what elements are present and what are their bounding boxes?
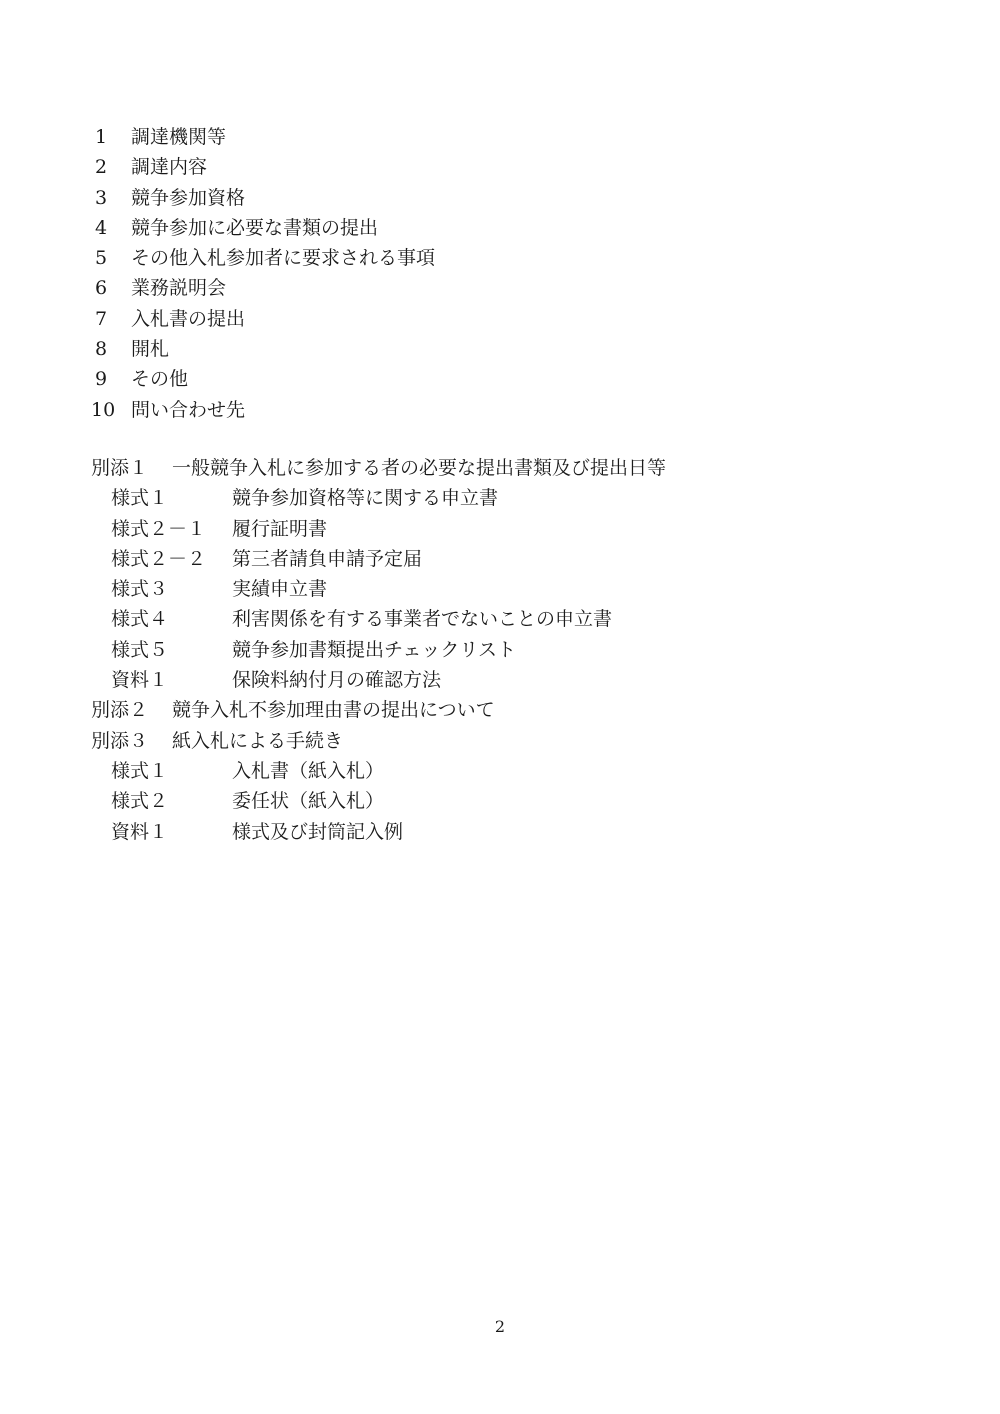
toc-item-number: 7 bbox=[95, 307, 108, 330]
annex-list bbox=[91, 453, 666, 847]
toc-item-title: 開札 bbox=[131, 338, 170, 361]
toc-item-number: 2 bbox=[95, 156, 108, 179]
annex-form-item bbox=[91, 786, 666, 816]
toc-item bbox=[91, 334, 435, 364]
form-title: 競争参加書類提出チェックリスト bbox=[232, 638, 517, 661]
toc-item-title: 競争参加資格 bbox=[131, 186, 246, 209]
form-title: 入札書（紙入札） bbox=[232, 759, 385, 782]
annex-form-item bbox=[91, 635, 666, 665]
toc-item bbox=[91, 304, 435, 334]
toc-item-title: 問い合わせ先 bbox=[131, 398, 246, 421]
annex-heading bbox=[91, 695, 666, 725]
form-title: 実績申立書 bbox=[232, 578, 328, 601]
toc-item bbox=[91, 395, 435, 425]
annex-label: 別添２ bbox=[91, 699, 149, 722]
annex-form-item bbox=[91, 604, 666, 634]
form-label: 様式３ bbox=[111, 578, 169, 601]
form-title: 様式及び封筒記入例 bbox=[232, 820, 404, 843]
page-number: 2 bbox=[494, 1317, 506, 1336]
annex-heading bbox=[91, 453, 666, 483]
form-label: 様式２－１ bbox=[111, 517, 207, 540]
form-label: 様式２ bbox=[111, 790, 169, 813]
toc-item bbox=[91, 273, 435, 303]
toc-item-title: その他 bbox=[131, 368, 189, 391]
annex-form-item bbox=[91, 544, 666, 574]
annex-title: 紙入札による手続き bbox=[172, 729, 344, 752]
toc-item bbox=[91, 122, 435, 152]
toc-item-title: 競争参加に必要な書類の提出 bbox=[131, 216, 379, 239]
annex-label: 別添１ bbox=[91, 457, 149, 479]
form-label: 様式４ bbox=[111, 608, 169, 631]
toc-item-number: 10 bbox=[91, 398, 116, 421]
form-label: 様式５ bbox=[111, 638, 169, 661]
toc-item bbox=[91, 243, 435, 273]
annex-form-item bbox=[91, 574, 666, 604]
form-title: 競争参加資格等に関する申立書 bbox=[232, 487, 499, 510]
annex-label: 別添３ bbox=[91, 729, 149, 752]
annex-form-item bbox=[91, 665, 666, 695]
toc-item-title: 調達内容 bbox=[131, 156, 208, 179]
toc-item-title: 調達機関等 bbox=[131, 126, 227, 148]
toc-item-number: 3 bbox=[95, 186, 108, 209]
form-label: 様式１ bbox=[111, 487, 169, 510]
toc-item-title: 入札書の提出 bbox=[131, 307, 246, 330]
toc-item-number: 5 bbox=[95, 247, 108, 270]
toc-item bbox=[91, 364, 435, 394]
toc-item-number: 6 bbox=[95, 277, 108, 300]
annex-title: 競争入札不参加理由書の提出について bbox=[172, 699, 495, 722]
toc-item-number: 1 bbox=[95, 126, 108, 148]
annex-form-item bbox=[91, 483, 666, 513]
form-label: 資料１ bbox=[111, 669, 169, 692]
form-title: 利害関係を有する事業者でないことの申立書 bbox=[232, 608, 613, 631]
toc-item-number: 8 bbox=[95, 338, 108, 361]
form-title: 委任状（紙入札） bbox=[232, 790, 385, 813]
toc-item bbox=[91, 183, 435, 213]
form-label: 様式２－２ bbox=[111, 547, 207, 570]
toc-item-number: 4 bbox=[95, 216, 108, 239]
annex-form-item bbox=[91, 817, 666, 847]
form-label: 様式１ bbox=[111, 759, 169, 782]
table-of-contents bbox=[91, 122, 435, 425]
annex-form-item bbox=[91, 514, 666, 544]
form-label: 資料１ bbox=[111, 820, 169, 843]
toc-item-title: その他入札参加者に要求される事項 bbox=[131, 247, 436, 270]
form-title: 保険料納付月の確認方法 bbox=[232, 669, 442, 692]
form-title: 第三者請負申請予定届 bbox=[232, 547, 423, 570]
toc-item bbox=[91, 152, 435, 182]
form-title: 履行証明書 bbox=[232, 517, 328, 540]
toc-item-title: 業務説明会 bbox=[131, 277, 227, 300]
annex-heading bbox=[91, 726, 666, 756]
annex-title: 一般競争入札に参加する者の必要な提出書類及び提出日等 bbox=[172, 457, 667, 479]
toc-item bbox=[91, 213, 435, 243]
annex-form-item bbox=[91, 756, 666, 786]
toc-item-number: 9 bbox=[95, 368, 108, 391]
